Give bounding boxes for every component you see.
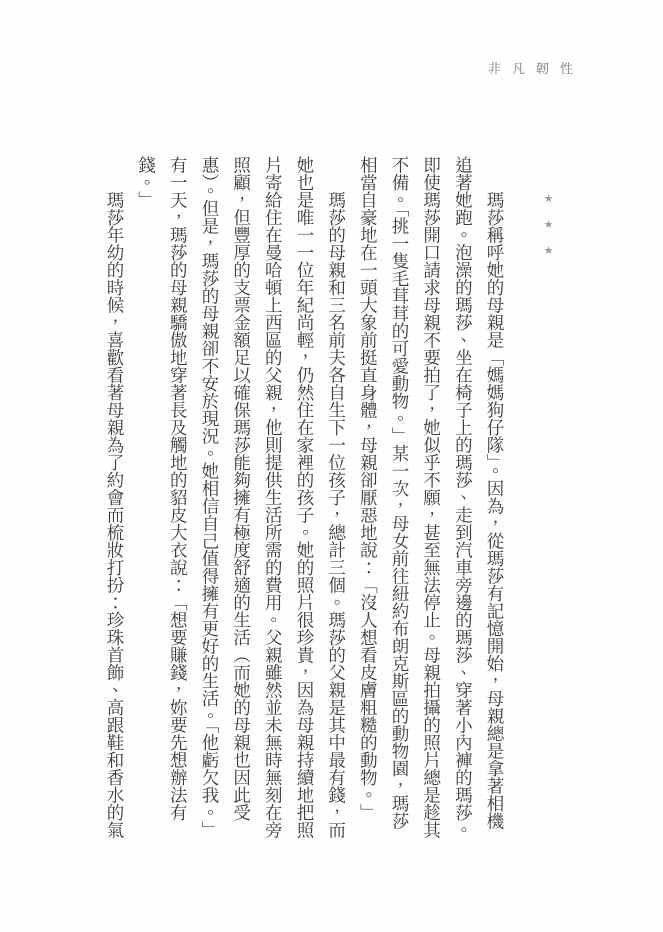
page-body-text xyxy=(100,156,556,844)
paragraph-2: 瑪莎的母親和三名前夫各自生下一位孩子，總計三個。瑪莎的父親是其中最有錢，而她也是唯一一位年紀尚輕，仍然住在家裡的孩子。她的照片很珍貴，因為母親持續地把照片寄給住在曼哈頓上西區的父親，他則提供生活所需的費用。父親雖然並未無時無刻在旁照顧，但豐厚的支票金額足以確保瑪莎能夠擁有極度舒適的生活（而她的母親也因此受惠）。但是，瑪莎的母親卻不安於現況。她相信自己值得擁有更好的生活。「他虧欠我。」有一天，瑪莎的母親驕傲地穿著長及觸地的貂皮大衣說：「想要賺錢，妳要先想辦法有錢。」 xyxy=(136,156,347,839)
running-header-title: 非凡韌性 xyxy=(488,61,585,76)
section-separator-stars: ★★★ xyxy=(542,192,554,270)
paragraph-3: 瑪莎年幼的時候，喜歡看著母親為了約會而梳妝打扮：珍珠首飾、高跟鞋和香水的氣 xyxy=(104,191,125,839)
paragraph-1: 瑪莎稱呼她的母親是「媽媽狗仔隊」。因為，從瑪莎有記憶開始，母親總是拿著相機追著她跑。泡澡的瑪莎、坐在椅子上的瑪莎、走到汽車旁邊的瑪莎、穿著小內褲的瑪莎。即使瑪莎開口請求母親不要拍了，她似乎不願，甚至無法停止。母親拍攝的照片總是趁其不備。「挑一隻毛茸茸的可愛動物。」某一次，母女前往紐約布朗克斯區的動物園，瑪莎相當自豪地在一頭大象前挺直身體，母親卻厭惡地說：「沒人想看皮膚粗糙的動物。」 xyxy=(358,156,505,839)
